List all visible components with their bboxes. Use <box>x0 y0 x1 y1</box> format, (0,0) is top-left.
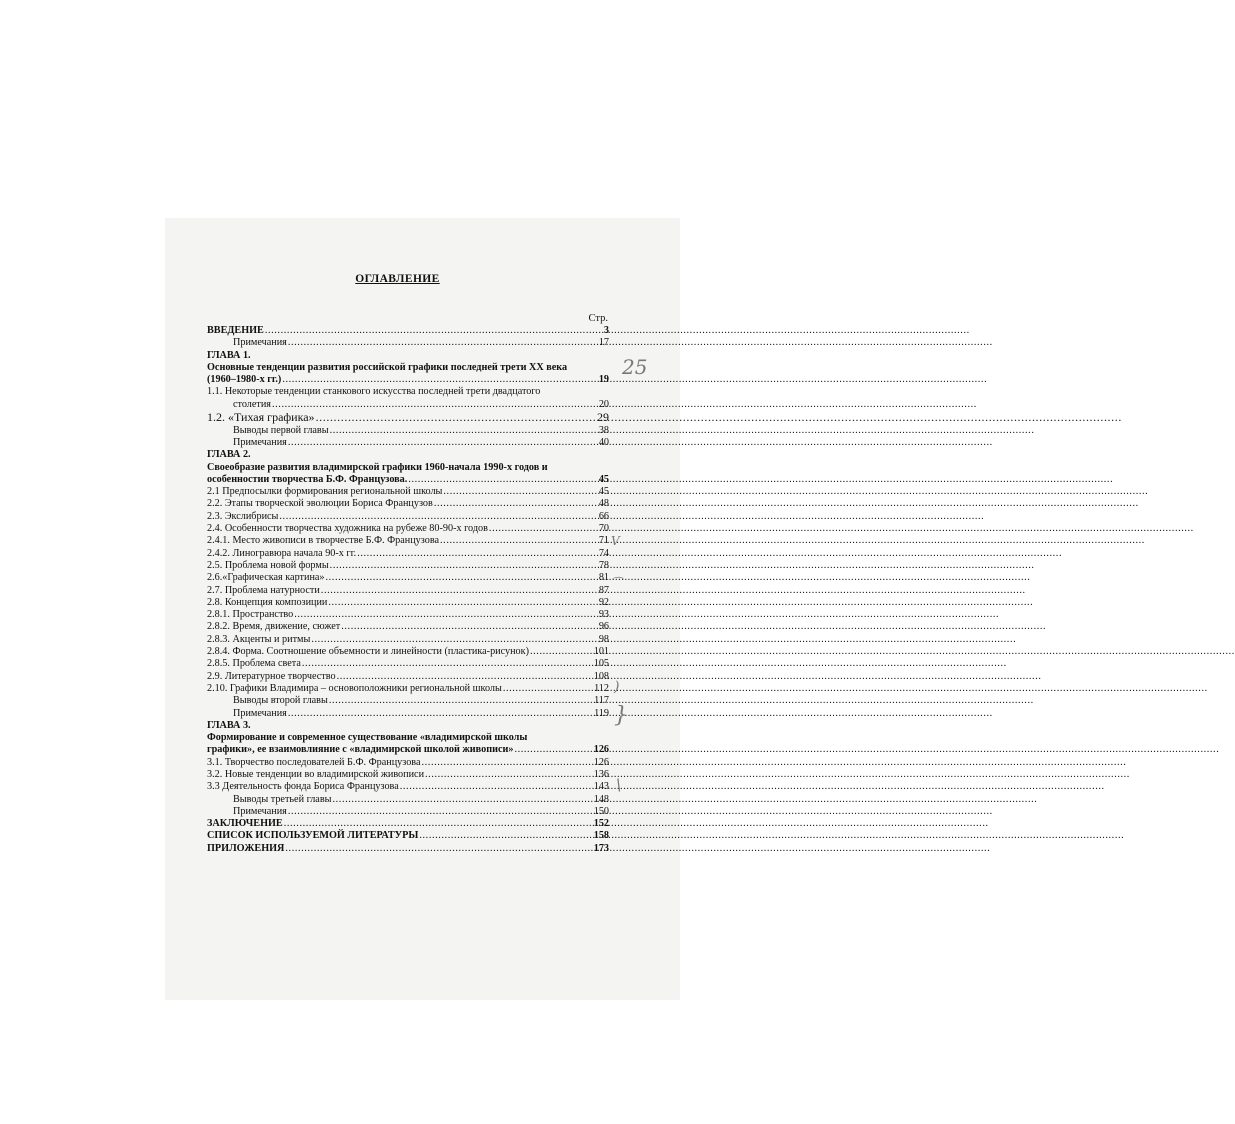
toc-entry-page: 92 <box>598 596 609 608</box>
toc-entry <box>207 695 609 707</box>
toc-entry <box>207 548 609 560</box>
toc-entry-title: 1.2. «Тихая графика» <box>207 410 315 425</box>
toc-entry-title: 3.2. Новые тенденции во владимирской живописи <box>207 768 425 780</box>
handwritten-mark: ⌒ <box>610 576 623 590</box>
toc-entry-page: 17 <box>598 337 609 349</box>
toc-entry <box>207 671 609 683</box>
toc-entry-title: ПРИЛОЖЕНИЯ <box>207 842 285 854</box>
dot-leader <box>503 683 593 695</box>
dot-leader <box>330 560 598 572</box>
toc-entry-title: ЗАКЛЮЧЕНИЕ <box>207 818 283 830</box>
dot-leader <box>434 498 598 510</box>
toc-entry-page: 70 <box>598 523 609 535</box>
toc-entry-title-line: Основные тенденции развития российской графики последней трети XX века <box>207 361 568 373</box>
toc-entry-page: 98 <box>598 633 609 645</box>
toc-entry <box>207 411 609 425</box>
toc-entry-title: 2.5. Проблема новой формы <box>207 559 329 571</box>
toc-entry <box>207 511 609 523</box>
toc-entry-title: 2.9. Литературное творчество <box>207 670 336 682</box>
toc-entry-page: 158 <box>593 830 609 842</box>
toc-entry-page: 119 <box>594 707 609 719</box>
dot-leader <box>288 708 593 720</box>
toc-entry-title: 2.8.5. Проблема света <box>207 658 301 670</box>
toc-entry-page: 93 <box>598 609 609 621</box>
toc-entry-page: 45 <box>598 473 609 485</box>
toc-entry-page: 112 <box>594 682 609 694</box>
toc-entry-title: 2.4.1. Место живописи в творчестве Б.Ф. Французова <box>207 535 440 547</box>
toc-entry-title: графики», ее взаимовлияние с «владимирской школой живописи» <box>207 744 514 756</box>
toc-entry-title: Примечания <box>233 337 287 349</box>
dot-leader <box>316 411 596 425</box>
dot-leader <box>282 374 598 386</box>
toc-entry <box>207 474 609 486</box>
toc-entry-page: 148 <box>593 793 609 805</box>
dot-leader <box>302 658 593 670</box>
dot-leader <box>279 511 597 523</box>
dot-leader <box>419 830 592 842</box>
dot-leader <box>408 474 597 486</box>
page-title: ОГЛАВЛЕНИЕ <box>355 273 440 285</box>
toc-entry-page: 101 <box>593 646 609 658</box>
dot-leader <box>422 757 593 769</box>
toc-entry <box>207 535 609 547</box>
dot-leader <box>311 634 597 646</box>
toc-entry-page: 40 <box>598 436 609 448</box>
toc-entry-page: 126 <box>593 756 609 768</box>
toc-entry-page: 19 <box>598 374 609 386</box>
toc-entry-title: 2.10. Графики Владимира – основоположники региональной школы <box>207 682 502 694</box>
toc-entry <box>207 523 609 535</box>
toc-entry-title: 2.2. Этапы творческой эволюции Бориса Французов <box>207 498 433 510</box>
handwritten-mark: V <box>611 534 620 548</box>
dot-leader <box>285 843 592 855</box>
toc-entry-title: (1960–1980-х гг.) <box>207 374 282 386</box>
toc-entry-title: 2.1 Предпосылки формирования региональной школы <box>207 486 443 498</box>
dot-leader <box>328 597 597 609</box>
chapter-heading: ГЛАВА 2. <box>207 449 251 461</box>
toc-entry-page: 3 <box>603 325 609 336</box>
table-of-contents <box>207 325 609 855</box>
dot-leader <box>440 535 598 547</box>
dot-leader <box>288 337 598 349</box>
toc-entry-page: 108 <box>593 670 609 682</box>
toc-entry-page: 66 <box>598 510 609 522</box>
toc-entry <box>207 830 609 842</box>
toc-entry-title-line: 1.1. Некоторые тенденции станкового искусства последней трети двадцатого <box>207 386 541 398</box>
toc-entry-title: Выводы второй главы <box>233 695 328 707</box>
toc-entry-title: особенностии творчества Б.Ф. Французова. <box>207 473 408 485</box>
toc-entry-page: 38 <box>598 424 609 436</box>
toc-entry-page: 143 <box>593 781 609 793</box>
toc-entry <box>207 437 609 449</box>
toc-entry-page: 150 <box>593 805 609 817</box>
page-column-label: Стр. <box>588 313 608 324</box>
handwritten-mark: \ <box>616 775 622 794</box>
toc-entry-title: ВВЕДЕНИЕ <box>207 325 264 336</box>
toc-entry <box>207 646 609 658</box>
toc-entry <box>207 794 609 806</box>
toc-entry <box>207 374 609 386</box>
dot-leader <box>530 646 593 658</box>
toc-entry-title: Примечания <box>233 436 287 448</box>
dot-leader <box>288 806 593 818</box>
toc-entry <box>207 818 609 830</box>
toc-entry <box>207 425 609 437</box>
toc-entry-title: 2.8.1. Пространство <box>207 609 294 621</box>
dot-leader <box>425 769 593 781</box>
toc-entry <box>207 744 609 756</box>
toc-entry-page: 29 <box>597 410 609 425</box>
toc-entry-title: 2.7. Проблема натурности <box>207 584 320 596</box>
toc-entry <box>207 708 609 720</box>
toc-entry-page: 136 <box>593 768 609 780</box>
toc-entry-title: 2.8. Концепция композиции <box>207 596 328 608</box>
toc-entry-title: 2.8.4. Форма. Соотношение объемности и линейности (пластика-рисунок) <box>207 646 529 658</box>
toc-entry <box>207 560 609 572</box>
toc-entry <box>207 572 609 584</box>
toc-entry-title: Примечания <box>233 805 287 817</box>
dot-leader <box>443 486 597 498</box>
dot-leader <box>400 781 593 793</box>
toc-entry-page: 152 <box>593 818 609 830</box>
dot-leader <box>333 794 593 806</box>
handwritten-mark: ) <box>614 679 620 695</box>
toc-entry <box>207 498 609 510</box>
toc-entry-title: 3.1. Творчество последователей Б.Ф. Французова <box>207 756 421 768</box>
toc-entry-title: Выводы третьей главы <box>233 793 332 805</box>
toc-entry-title: 2.4. Особенности творчества художника на рубеже 80-90-х годов <box>207 523 488 535</box>
toc-entry <box>207 585 609 597</box>
toc-entry-page: 81 <box>598 572 609 584</box>
toc-entry <box>207 597 609 609</box>
toc-entry-title-line: Формирование и современное существование «владимирской школы <box>207 732 528 744</box>
toc-entry <box>207 658 609 670</box>
dot-leader <box>337 671 593 683</box>
dot-leader <box>288 437 598 449</box>
toc-entry <box>207 621 609 633</box>
dot-leader <box>341 621 598 633</box>
toc-entry-page: 20 <box>598 398 609 410</box>
dot-leader <box>489 523 598 535</box>
handwritten-mark: 25 <box>622 355 648 379</box>
toc-entry <box>207 781 609 793</box>
toc-entry <box>207 609 609 621</box>
dot-leader <box>357 548 598 560</box>
toc-entry-page: 105 <box>593 658 609 670</box>
toc-entry-page: 45 <box>598 486 609 498</box>
toc-entry-page: 48 <box>598 498 609 510</box>
toc-entry-title: 2.8.3. Акценты и ритмы <box>207 633 311 645</box>
toc-entry-page: 87 <box>598 584 609 596</box>
toc-entry <box>207 486 609 498</box>
toc-entry-page: 173 <box>593 842 609 854</box>
dot-leader <box>265 325 603 337</box>
dot-leader <box>330 425 598 437</box>
toc-entry-title: СПИСОК ИСПОЛЬЗУЕМОЙ ЛИТЕРАТУРЫ <box>207 830 419 842</box>
toc-entry-title: 2.4.2. Линогравюра начала 90-х гг. <box>207 547 357 559</box>
toc-entry-title: столетия <box>233 398 271 410</box>
toc-entry-title: 3.3 Деятельность фонда Бориса Французова <box>207 781 399 793</box>
toc-entry-page: 126 <box>593 744 609 756</box>
toc-entry-page: 78 <box>598 559 609 571</box>
toc-entry <box>207 325 609 337</box>
toc-entry-title: 2.6.«Графическая картина» <box>207 572 325 584</box>
toc-entry-title: Выводы первой главы <box>233 424 329 436</box>
toc-entry-page: 74 <box>598 547 609 559</box>
toc-entry-page: 117 <box>594 695 609 707</box>
dot-leader <box>284 818 593 830</box>
dot-leader <box>326 572 598 584</box>
toc-entry <box>207 337 609 349</box>
handwritten-mark: } <box>614 703 628 728</box>
chapter-heading: ГЛАВА 3. <box>207 719 251 731</box>
toc-entry-page: 96 <box>598 621 609 633</box>
dot-leader <box>294 609 598 621</box>
toc-entry-title: 2.3. Экслибрисы <box>207 510 279 522</box>
dot-leader <box>321 585 598 597</box>
toc-entry-page: 71 <box>598 535 609 547</box>
toc-entry <box>207 757 609 769</box>
toc-entry <box>207 634 609 646</box>
toc-entry-title: 2.8.2. Время, движение, сюжет <box>207 621 341 633</box>
toc-entry-title: Примечания <box>233 707 287 719</box>
toc-entry-title-line: Своеобразие развития владимирской графики 1960-начала 1990-х годов и <box>207 461 548 473</box>
chapter-heading: ГЛАВА 1. <box>207 349 251 361</box>
toc-entry <box>207 806 609 818</box>
dot-leader <box>329 695 593 707</box>
toc-entry <box>207 683 609 695</box>
dot-leader <box>514 744 592 756</box>
toc-entry <box>207 843 609 855</box>
toc-entry <box>207 769 609 781</box>
